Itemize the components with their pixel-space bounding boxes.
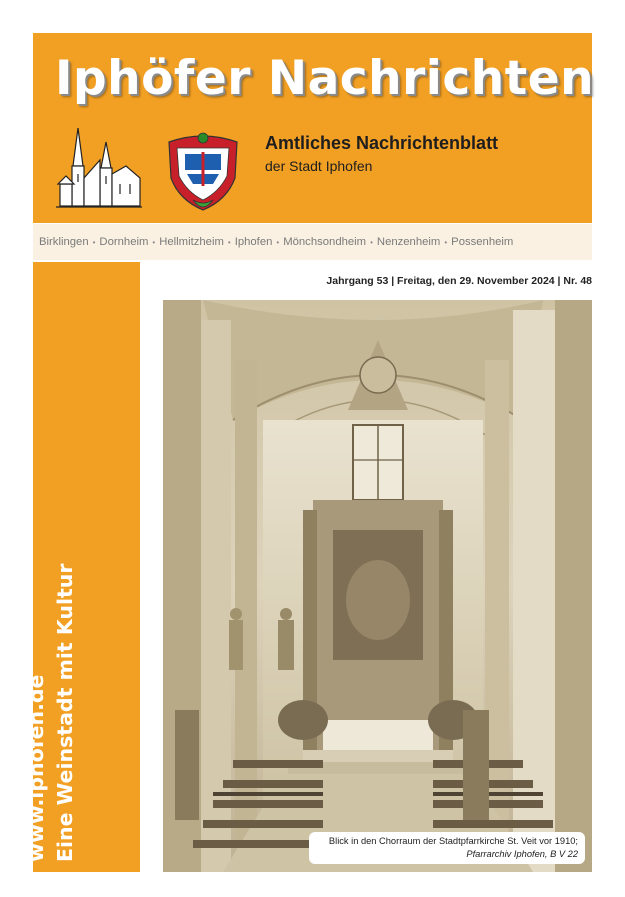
district-item: Birklingen: [39, 236, 89, 248]
coat-of-arms-icon: [163, 128, 243, 214]
church-interior-photo: [163, 300, 592, 872]
districts-band: [33, 224, 592, 260]
district-item: Nenzenheim: [376, 236, 441, 248]
caption-source: Pfarrarchiv Iphofen, B V 22: [466, 849, 578, 859]
district-item: Possenheim: [451, 236, 514, 248]
church-icon: [56, 128, 142, 210]
photo-caption: [309, 832, 585, 864]
caption-text: Blick in den Chorraum der Stadtpfarrkirche St. Veit vor 1910;: [328, 836, 578, 846]
masthead-subtitle: Amtliches Nachrichtenblatt: [265, 133, 499, 153]
district-separator: •: [370, 237, 373, 247]
website-url: www.iphofen.de: [24, 674, 48, 862]
district-item: Iphofen: [234, 236, 273, 248]
district-separator: •: [444, 237, 448, 247]
district-separator: •: [152, 237, 156, 247]
masthead-title: Iphöfer Nachrichten: [55, 51, 595, 106]
district-item: Dornheim: [99, 236, 149, 248]
sidebar-text: [22, 564, 80, 863]
masthead-city: der Stadt Iphofen: [265, 158, 373, 174]
district-separator: •: [227, 237, 231, 247]
district-list: [33, 224, 592, 260]
issue-info: Jahrgang 53 | Freitag, den 29. November 2024 | Nr. 48: [326, 275, 592, 287]
district-item: Hellmitzheim: [159, 236, 224, 248]
district-separator: •: [92, 237, 96, 247]
masthead: [33, 33, 595, 223]
district-item: Mönchsondheim: [283, 236, 367, 248]
city-slogan: Eine Weinstadt mit Kultur: [53, 563, 77, 862]
district-separator: •: [276, 237, 280, 247]
